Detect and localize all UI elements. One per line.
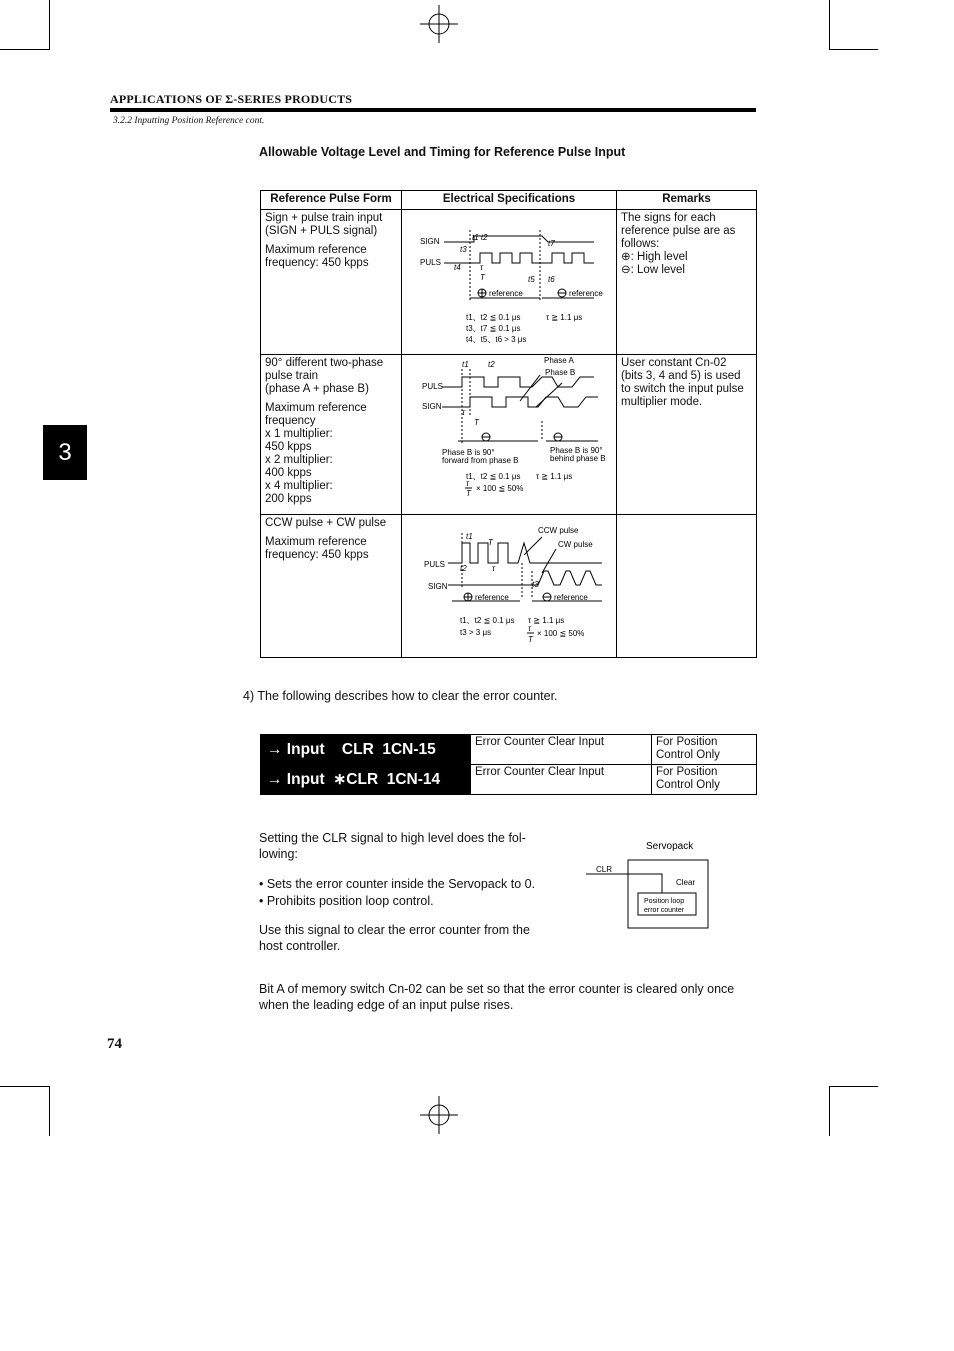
crop-mark (829, 1086, 830, 1136)
page-number: 74 (107, 1036, 122, 1052)
table-row (261, 515, 757, 658)
timing-t3-label: t3 (532, 580, 539, 589)
timing-t6-label: t6 (548, 275, 555, 284)
timing-t1-t2-label: t1 t2 (472, 233, 488, 242)
pulse-form-text: Sign + pulse train input (SIGN + PULS signal) (265, 212, 383, 237)
reference-pulse-table (260, 190, 757, 658)
condition-text: t4、t5、t6 > 3 μs (466, 335, 527, 344)
column-header: Electrical Specifications (402, 191, 617, 210)
high-level-line: ⊕: High level (621, 251, 688, 263)
remarks-text: User constant Cn-02 (bits 3, 4 and 5) is used to switch the input pulse multiplier mode. (621, 357, 744, 408)
condition-text: t1、t2 ≦ 0.1 μs (466, 313, 521, 322)
step-text: 4) The following describes how to clear the error counter. (243, 689, 558, 703)
condition-text: t3、t7 ≦ 0.1 μs (466, 324, 521, 333)
remarks-cell (617, 355, 757, 515)
condition-text: t1、t2 ≦ 0.1 μs (466, 472, 521, 481)
phase-forward-label: forward from phase B (442, 456, 519, 465)
timing-t2-label: t2 (488, 360, 495, 369)
timing-tau-label: τ (480, 263, 483, 272)
timing-t4-label: t4 (454, 263, 461, 272)
fraction-tau: τ (528, 624, 531, 633)
ccw-cw-timing-diagram (402, 515, 616, 657)
puls-label: PULS (424, 560, 445, 569)
clear-label: Clear (676, 878, 696, 887)
pulse-form-text: CCW pulse + CW pulse (265, 517, 387, 529)
registration-mark-icon (420, 5, 458, 43)
phase-a-label: Phase A (544, 356, 574, 365)
crop-mark (49, 0, 50, 50)
column-header: Reference Pulse Form (261, 191, 402, 210)
sign-label: SIGN (422, 402, 442, 411)
timing-t1-label: t1 (466, 532, 473, 541)
signal-name: → Input ∗CLR 1CN-14 (261, 765, 471, 795)
plus-reference-label: reference (475, 593, 509, 602)
crop-mark (0, 1086, 50, 1087)
signal-mode: For Position Control Only (652, 765, 757, 795)
signal-table (260, 734, 757, 795)
timing-t5-label: t5 (528, 275, 535, 284)
registration-mark-icon (420, 1096, 458, 1134)
phase-forward-label: Phase B is 90° (442, 448, 495, 457)
timing-T-label: T (480, 273, 485, 282)
column-header: Remarks (617, 191, 757, 210)
crop-mark (49, 1086, 50, 1136)
timing-T-label: T (474, 418, 479, 427)
puls-label: PULS (422, 382, 443, 391)
crop-mark (829, 1086, 878, 1087)
phase-behind-label: behind phase B (550, 454, 606, 463)
condition-text: τ ≧ 1.1 μs (528, 616, 565, 625)
bullet-list (259, 876, 559, 910)
condition-text: t3 > 3 μs (460, 628, 492, 637)
timing-diagram-cell (402, 210, 617, 355)
remarks-cell (617, 210, 757, 355)
paragraph: Use this signal to clear the error counter from the host controller. (259, 923, 530, 953)
condition-text: τ ≧ 1.1 μs (536, 472, 573, 481)
table-row (261, 210, 757, 355)
clr-label: CLR (596, 865, 613, 874)
timing-T-label: T (488, 538, 493, 547)
fraction-tau: τ (466, 479, 469, 488)
paragraph: Bit A of memory switch Cn-02 can be set so that the error counter is cleared only once when the leading edge of an input pulse rises. (259, 982, 735, 1012)
timing-tau-label: τ (462, 408, 465, 417)
timing-t7-label: t7 (548, 239, 555, 248)
remarks-text: The signs for each reference pulse are as follows: (621, 212, 736, 250)
signal-description: Error Counter Clear Input (471, 735, 652, 765)
timing-t3-label: t3 (460, 245, 467, 254)
timing-diagram-cell (402, 515, 617, 658)
pulse-frequency-text: Maximum reference frequency x 1 multiplier: 450 kpps x 2 multiplier: 400 kpps x 4 multiplier: 200 kpps (265, 402, 367, 505)
running-head: APPLICATIONS OF Σ-SERIES PRODUCTS (110, 92, 353, 106)
minus-reference-label: reference (554, 593, 588, 602)
pulse-form-cell (261, 515, 402, 658)
puls-label: PULS (420, 258, 441, 267)
servopack-diagram (582, 838, 722, 933)
signal-name: → Input CLR 1CN-15 (261, 735, 471, 765)
phase-behind-label: Phase B is 90° (550, 446, 603, 455)
sign-puls-timing-diagram (402, 210, 616, 354)
sign-label: SIGN (420, 237, 440, 246)
condition-text: τ ≧ 1.1 μs (546, 313, 583, 322)
remarks-cell (617, 515, 757, 658)
minus-reference-label: reference (569, 289, 603, 298)
error-counter-label: Position loop (644, 898, 685, 905)
timing-t1-label: t1 (462, 360, 469, 369)
paragraph: Setting the CLR signal to high level does the fol- lowing: (259, 831, 526, 861)
phase-ab-timing-diagram (402, 355, 616, 509)
crop-mark (829, 49, 878, 50)
section-title: Allowable Voltage Level and Timing for Reference Pulse Input (259, 145, 626, 159)
ccw-pulse-label: CCW pulse (538, 526, 579, 535)
phase-b-label: Phase B (545, 368, 576, 377)
minus-circle-icon: ⊖ (621, 264, 631, 276)
header-rule (110, 108, 756, 112)
subsection-subhead: 3.2.2 Inputting Position Reference cont. (113, 116, 265, 126)
signal-mode: For Position Control Only (652, 735, 757, 765)
crop-mark (829, 0, 830, 50)
list-item: • Sets the error counter inside the Servopack to 0. (259, 877, 536, 891)
signal-description: Error Counter Clear Input (471, 765, 652, 795)
cw-pulse-label: CW pulse (558, 540, 593, 549)
list-item: • Prohibits position loop control. (259, 894, 434, 908)
table-header-row (261, 191, 757, 210)
pulse-frequency-text: Maximum reference frequency: 450 kpps (265, 536, 369, 561)
table-row (261, 355, 757, 515)
fraction-T: T (528, 635, 533, 644)
pulse-frequency-text: Maximum reference frequency: 450 kpps (265, 244, 369, 269)
timing-diagram-cell (402, 355, 617, 515)
plus-circle-icon: ⊕ (621, 251, 631, 263)
low-level-line: ⊖: Low level (621, 264, 685, 276)
error-counter-label: error counter (644, 907, 685, 914)
timing-tau-label: τ (492, 564, 495, 573)
condition-text: × 100 ≦ 50% (537, 629, 585, 638)
condition-text: × 100 ≦ 50% (476, 484, 524, 493)
servopack-label: Servopack (646, 841, 694, 852)
condition-text: t1、t2 ≦ 0.1 μs (460, 616, 515, 625)
crop-mark (0, 49, 50, 50)
signal-row (261, 735, 757, 765)
pulse-form-cell (261, 355, 402, 515)
fraction-T: T (466, 489, 471, 498)
sign-label: SIGN (428, 582, 448, 591)
pulse-form-text: 90° different two-phase pulse train (phase A + phase B) (265, 357, 384, 395)
chapter-tab: 3 (43, 425, 87, 480)
timing-t2-label: t2 (460, 564, 467, 573)
pulse-form-cell (261, 210, 402, 355)
plus-reference-label: reference (489, 289, 523, 298)
signal-row (261, 765, 757, 795)
